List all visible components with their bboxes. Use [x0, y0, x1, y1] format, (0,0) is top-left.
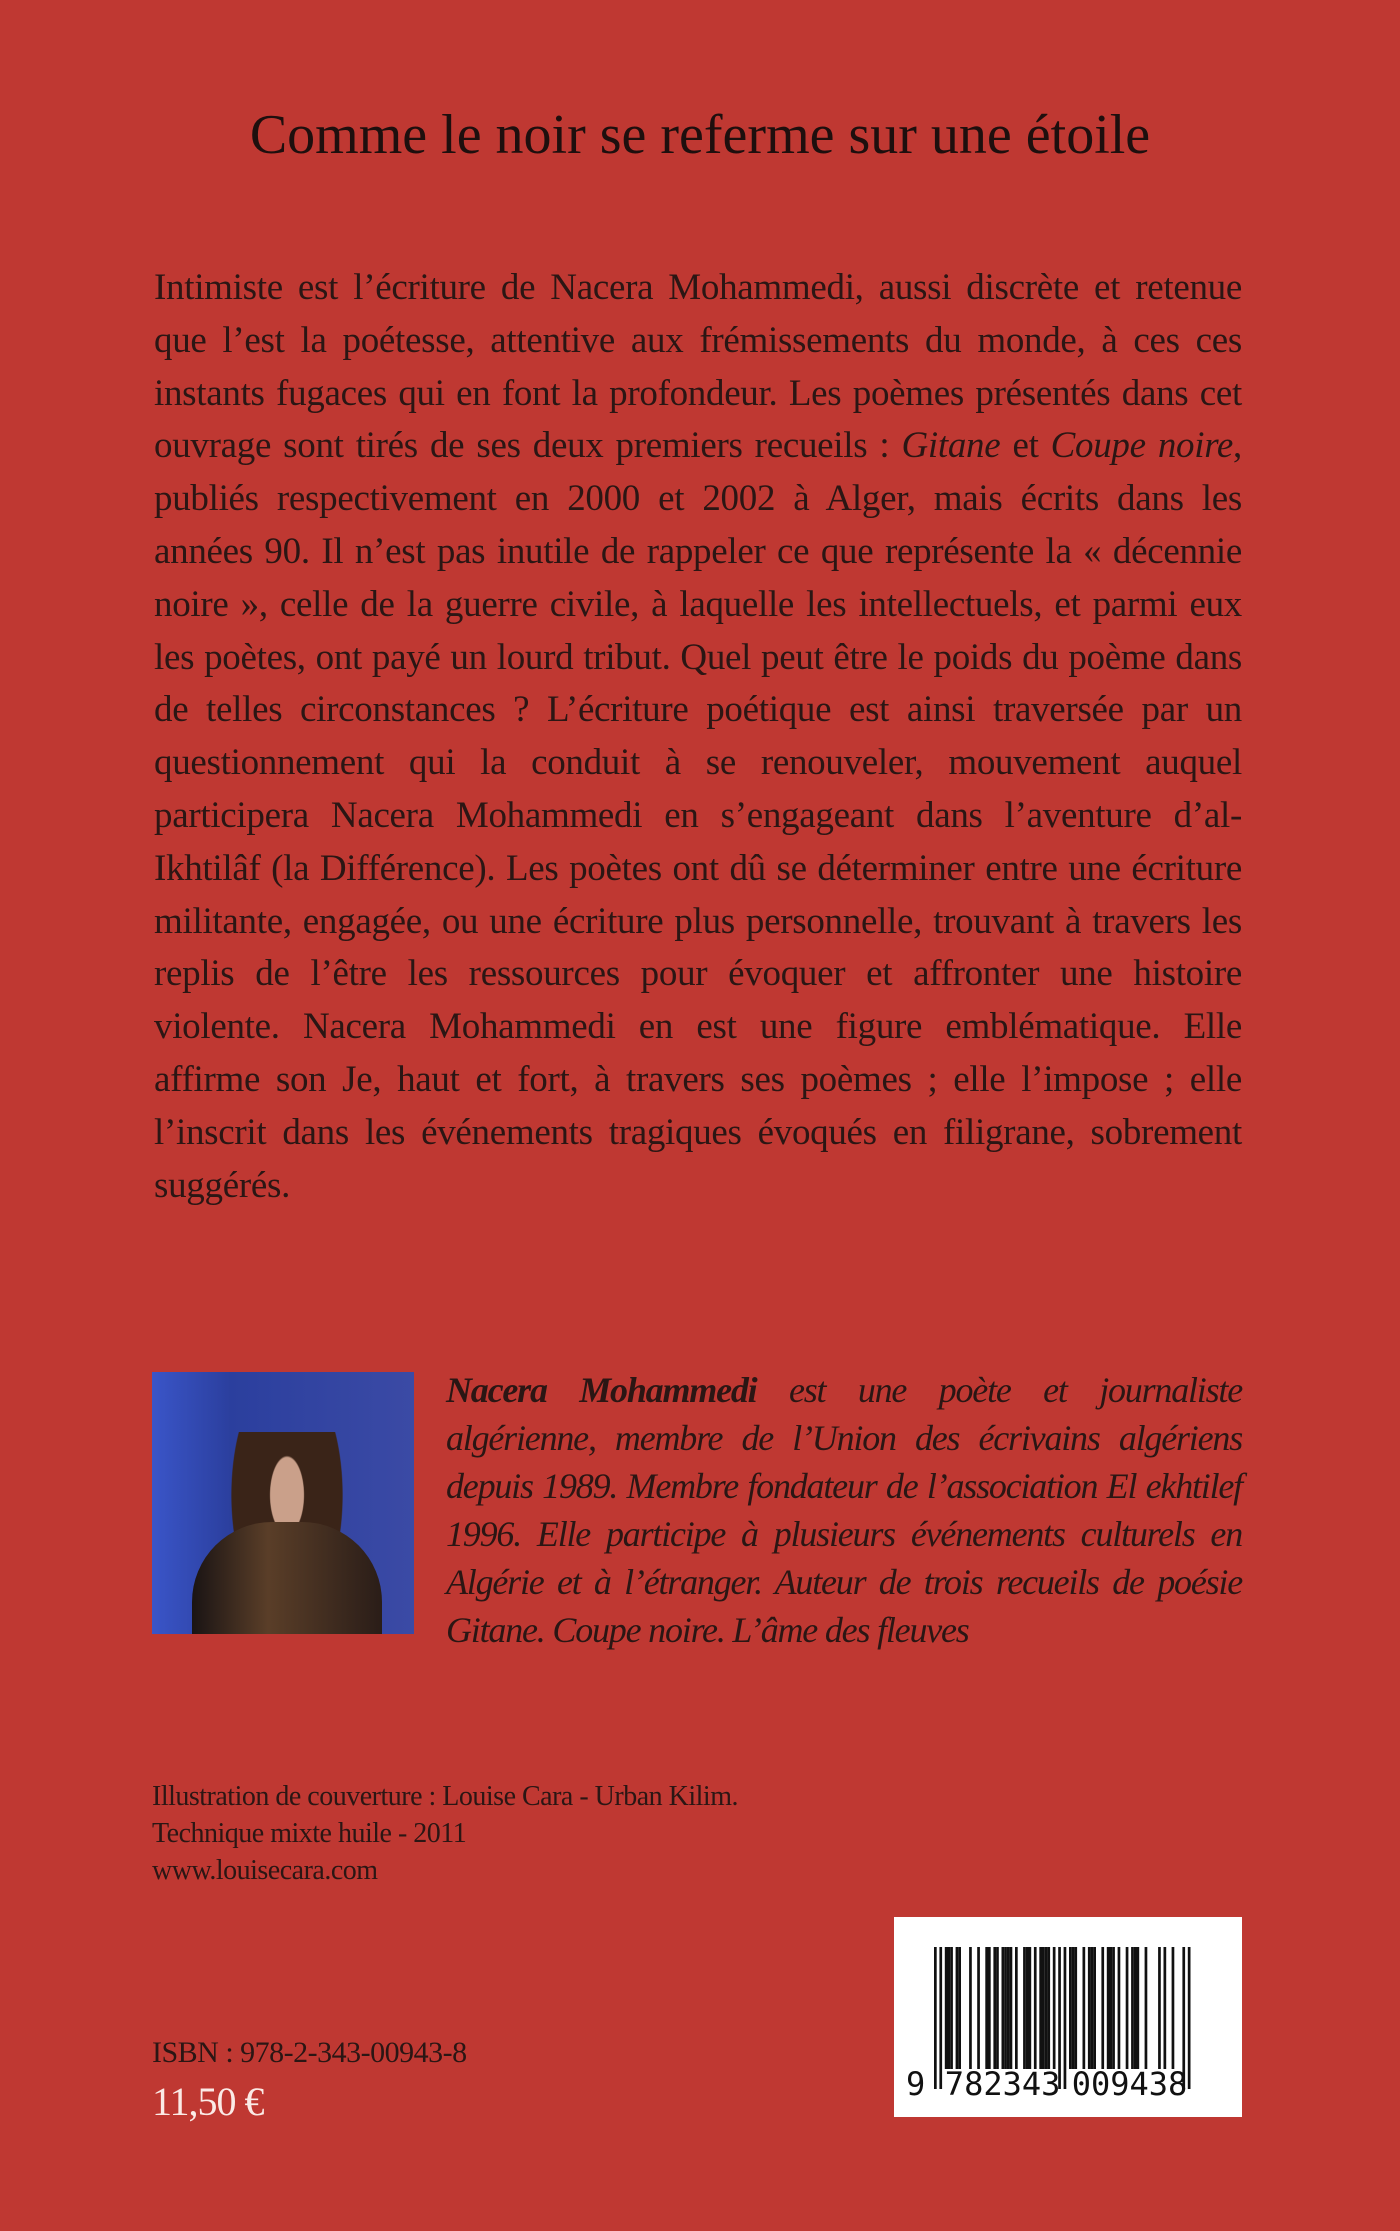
credit-line: Illustration de couverture : Louise Cara - Urban Kilim.	[152, 1781, 738, 1812]
cover-credits	[152, 1778, 738, 1889]
barcode-bar	[934, 1947, 937, 2089]
barcode-bar	[1039, 1947, 1042, 2069]
barcode-bar	[1134, 1947, 1137, 2069]
credit-website: www.louisecara.com	[152, 1855, 378, 1886]
barcode-bar	[988, 1947, 991, 2069]
barcode-digits-right: 009438	[1071, 2065, 1188, 2103]
barcode-digit-first: 9	[906, 2065, 926, 2103]
author-photo	[152, 1372, 414, 1634]
barcode-bar	[1101, 1947, 1104, 2069]
barcode-bar	[1145, 1947, 1148, 2069]
barcode-bar	[1137, 1947, 1140, 2069]
barcode-bar	[1047, 1947, 1050, 2069]
barcode	[894, 1917, 1242, 2117]
barcode-bar	[1093, 1947, 1096, 2069]
barcode-bar	[977, 1947, 980, 2069]
barcode-bar	[1010, 1947, 1013, 2069]
barcode-bar	[985, 1947, 988, 2069]
barcode-bar	[945, 1947, 948, 2069]
barcode-bar	[1002, 1947, 1005, 2069]
isbn: ISBN : 978-2-343-00943-8	[152, 2036, 467, 2069]
description-part: Intimiste est l’écriture de Nacera Mohammedi, aussi discrète et retenue que l’est la poétesse, attentive aux frémissements du monde, à ces ces instants fugaces qui en font la profondeur. Les poèmes présentés dans cet ouvrage sont tirés de ses deux premiers recueils :	[154, 267, 1242, 467]
barcode-bar	[1007, 1947, 1010, 2069]
barcode-graphic	[894, 1917, 1242, 2117]
barcode-bar	[1110, 1947, 1113, 2069]
description-part: et	[1000, 425, 1051, 467]
barcode-bar	[1131, 1947, 1134, 2069]
author-bio	[152, 1366, 1242, 1654]
barcode-bar	[1118, 1947, 1121, 2069]
barcode-bar	[939, 1947, 942, 2089]
barcode-bar	[1042, 1947, 1045, 2069]
barcode-bar	[958, 1947, 961, 2069]
book-title: Comme le noir se referme sur une étoile	[249, 104, 1151, 166]
description-part: , publiés respectivement en 2000 et 2002 à Alger, mais écrits dans les années 90. Il n’est pas inutile de rappeler ce que représente la « décennie noire », celle de la guerre civile, à laquelle les intellectuels, et parmi eux les poètes, ont payé un lourd tribut. Quel peut être le poids du poème dans de telles circonstances ? L’écriture poétique est ainsi traversée par un questionnement qui la conduit à se renouveler, mouvement auquel participera Nacera Mohammedi en s’engageant dans l’aventure d’al-Ikhtilâf (la Différence). Les poètes ont dû se déterminer entre une écriture militante, engagée, ou une écriture plus personnelle, trouvant à travers les replis de l’être les ressources pour évoquer et affronter une histoire violente. Nacera Mohammedi en est une figure emblématique. Elle affirme son Je, haut et fort, à travers ses poèmes ; elle l’impose ; elle l’inscrit dans les événements tragiques évoqués en filigrane, sobrement suggérés.	[154, 425, 1242, 1206]
barcode-bar	[1023, 1947, 1026, 2069]
barcode-bar	[950, 1947, 953, 2069]
author-bio-text: est une poète et journaliste algérienne, membre de l’Union des écrivains algériens depuis 1989. Membre fondateur de l’association El ekhtilef 1996. Elle participe à plusieurs événements culturels en Algérie et à l’étranger. Auteur de trois recueils de poésie Gitane. Coupe noire. L’âme des fleuves	[446, 1370, 1242, 1650]
barcode-bar	[1034, 1947, 1037, 2069]
barcode-bar	[1083, 1947, 1086, 2069]
barcode-digits-left: 782343	[944, 2065, 1061, 2103]
barcode-bar	[1107, 1947, 1110, 2069]
barcode-bar	[1088, 1947, 1091, 2069]
barcode-bar	[1164, 1947, 1167, 2069]
book-title-coupe-noire: Coupe noire	[1050, 425, 1234, 467]
barcode-bar	[1188, 1947, 1191, 2089]
author-name: Nacera Mohammedi	[446, 1370, 757, 1410]
barcode-bar	[993, 1947, 996, 2069]
barcode-bar	[1069, 1947, 1072, 2069]
barcode-bar	[1004, 1947, 1007, 2069]
barcode-bar	[956, 1947, 959, 2069]
barcode-bar	[1074, 1947, 1077, 2069]
barcode-bar	[1091, 1947, 1094, 2069]
barcode-bar	[1112, 1947, 1115, 2069]
book-title-gitane: Gitane	[901, 425, 1001, 467]
back-cover-description	[154, 262, 1242, 1212]
barcode-bar	[1126, 1947, 1129, 2069]
barcode-bar	[1172, 1947, 1175, 2069]
price: 11,50 €	[152, 2079, 264, 2124]
barcode-bar	[1053, 1947, 1056, 2069]
barcode-bar	[1026, 1947, 1029, 2069]
barcode-bar	[996, 1947, 999, 2069]
barcode-bar	[1029, 1947, 1032, 2069]
barcode-bar	[969, 1947, 972, 2069]
barcode-bar	[948, 1947, 951, 2069]
barcode-bar	[1045, 1947, 1048, 2069]
barcode-bar	[1072, 1947, 1075, 2069]
barcode-bar	[1158, 1947, 1161, 2069]
barcode-bar	[1015, 1947, 1018, 2069]
credit-line: Technique mixte huile - 2011	[152, 1818, 467, 1849]
barcode-bar	[1064, 1947, 1067, 2089]
